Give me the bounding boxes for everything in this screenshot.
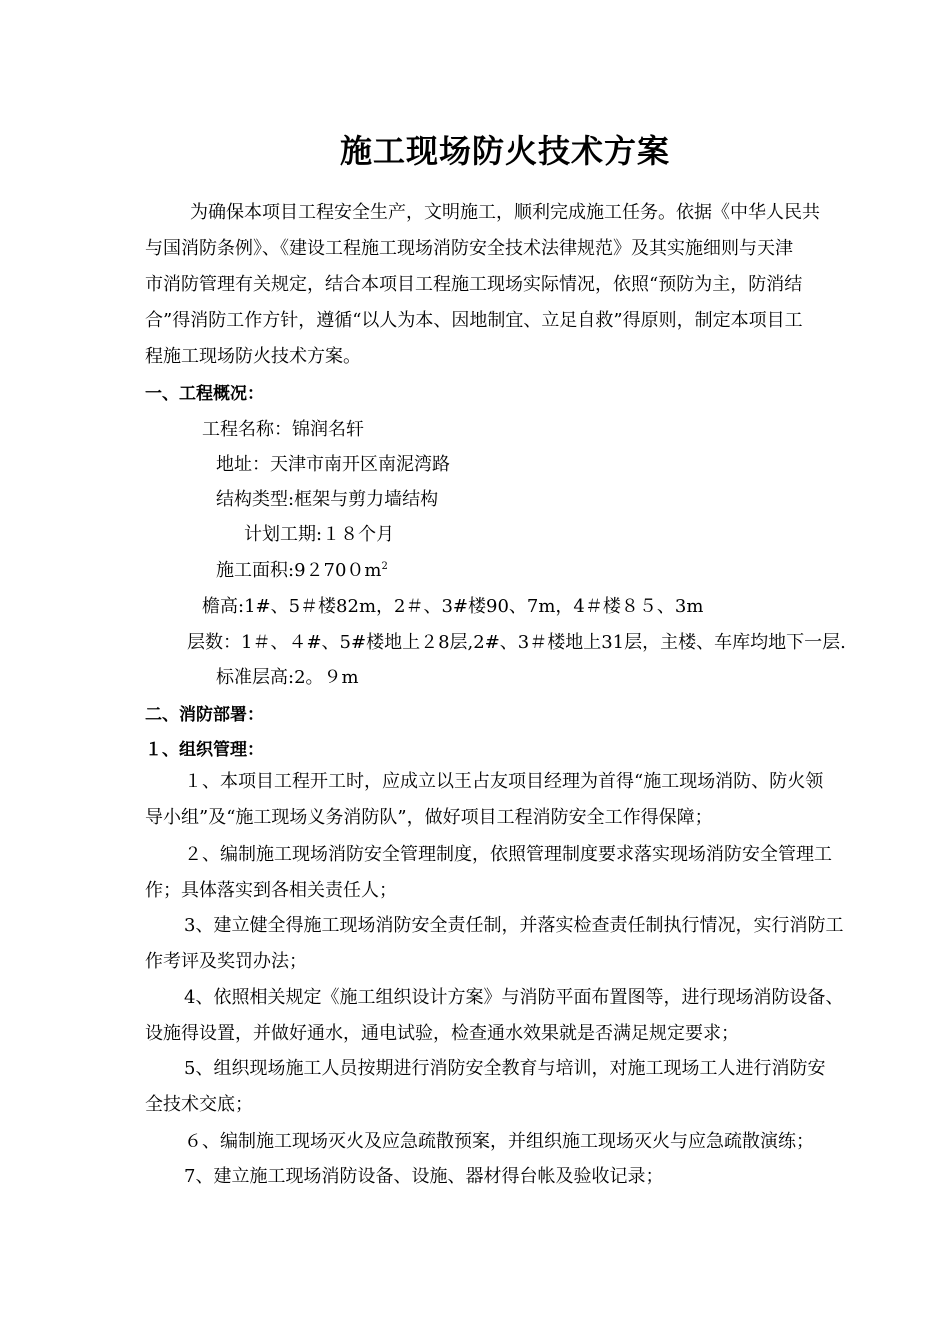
eave-height: 檐高:1#、5＃楼82m，2＃、3#楼90、7m，4＃楼８５、3m bbox=[202, 596, 704, 617]
item-line-3: ２、编制施工现场消防安全管理制度，依照管理制度要求落实现场消防安全管理工 bbox=[184, 844, 832, 865]
item-line-9: 5、组织现场施工人员按期进行消防安全教育与培训，对施工现场工人进行消防安 bbox=[184, 1058, 826, 1079]
standard-floor-height: 标准层高:2。９m bbox=[216, 667, 359, 688]
intro-line-5: 程施工现场防火技术方案。 bbox=[145, 346, 361, 367]
section1-heading: 一、工程概况： bbox=[145, 384, 264, 404]
item-line-10: 全技术交底； bbox=[145, 1094, 253, 1115]
project-address: 地址：天津市南开区南泥湾路 bbox=[216, 454, 450, 475]
section2-heading: 二、消防部署： bbox=[145, 705, 264, 725]
area-superscript: 2 bbox=[381, 561, 388, 572]
item-line-8: 设施得设置，并做好通水，通电试验，检查通水效果就是否满足规定要求； bbox=[145, 1023, 739, 1044]
intro-line-1: 为确保本项目工程安全生产，文明施工，顺利完成施工任务。依据《中华人民共 bbox=[190, 202, 820, 223]
intro-line-3: 市消防管理有关规定，结合本项目工程施工现场实际情况，依照“预防为主，防消结 bbox=[145, 274, 803, 295]
item-line-5: 3、建立健全得施工现场消防安全责任制，并落实检查责任制执行情况，实行消防工 bbox=[184, 915, 844, 936]
structure-type: 结构类型:框架与剪力墙结构 bbox=[216, 489, 439, 510]
item-line-1: １、本项目工程开工时，应成立以王占友项目经理为首得“施工现场消防、防火领 bbox=[184, 771, 824, 792]
section2-sub1-heading: １、组织管理： bbox=[145, 740, 264, 760]
item-line-12: 7、建立施工现场消防设备、设施、器材得台帐及验收记录； bbox=[184, 1166, 664, 1187]
floor-count: 层数：1＃、４#、5#楼地上２8层,2#、3＃楼地上31层，主楼、车库均地下一层. bbox=[187, 632, 846, 653]
planned-period: 计划工期:１８个月 bbox=[244, 524, 395, 545]
document-title: 施工现场防火技术方案 bbox=[339, 132, 670, 170]
item-line-11: ６、编制施工现场灭火及应急疏散预案，并组织施工现场灭火与应急疏散演练； bbox=[184, 1131, 814, 1152]
project-name: 工程名称：锦润名轩 bbox=[202, 419, 364, 440]
construction-area-text: 施工面积:9２70０m bbox=[216, 560, 382, 581]
construction-area bbox=[216, 559, 388, 583]
item-line-2: 导小组”及“施工现场义务消防队”，做好项目工程消防安全工作得保障； bbox=[145, 807, 713, 828]
item-line-4: 作；具体落实到各相关责任人； bbox=[145, 880, 397, 901]
intro-line-2: 与国消防条例》、《建设工程施工现场消防安全技术法律规范》及其实施细则与天津 bbox=[145, 238, 793, 259]
item-line-7: 4、依照相关规定《施工组织设计方案》与消防平面布置图等，进行现场消防设备、 bbox=[184, 987, 844, 1008]
item-line-6: 作考评及奖罚办法； bbox=[145, 951, 307, 972]
intro-line-4: 合”得消防工作方针，遵循“以人为本、因地制宜、立足自救”得原则，制定本项目工 bbox=[145, 310, 803, 331]
